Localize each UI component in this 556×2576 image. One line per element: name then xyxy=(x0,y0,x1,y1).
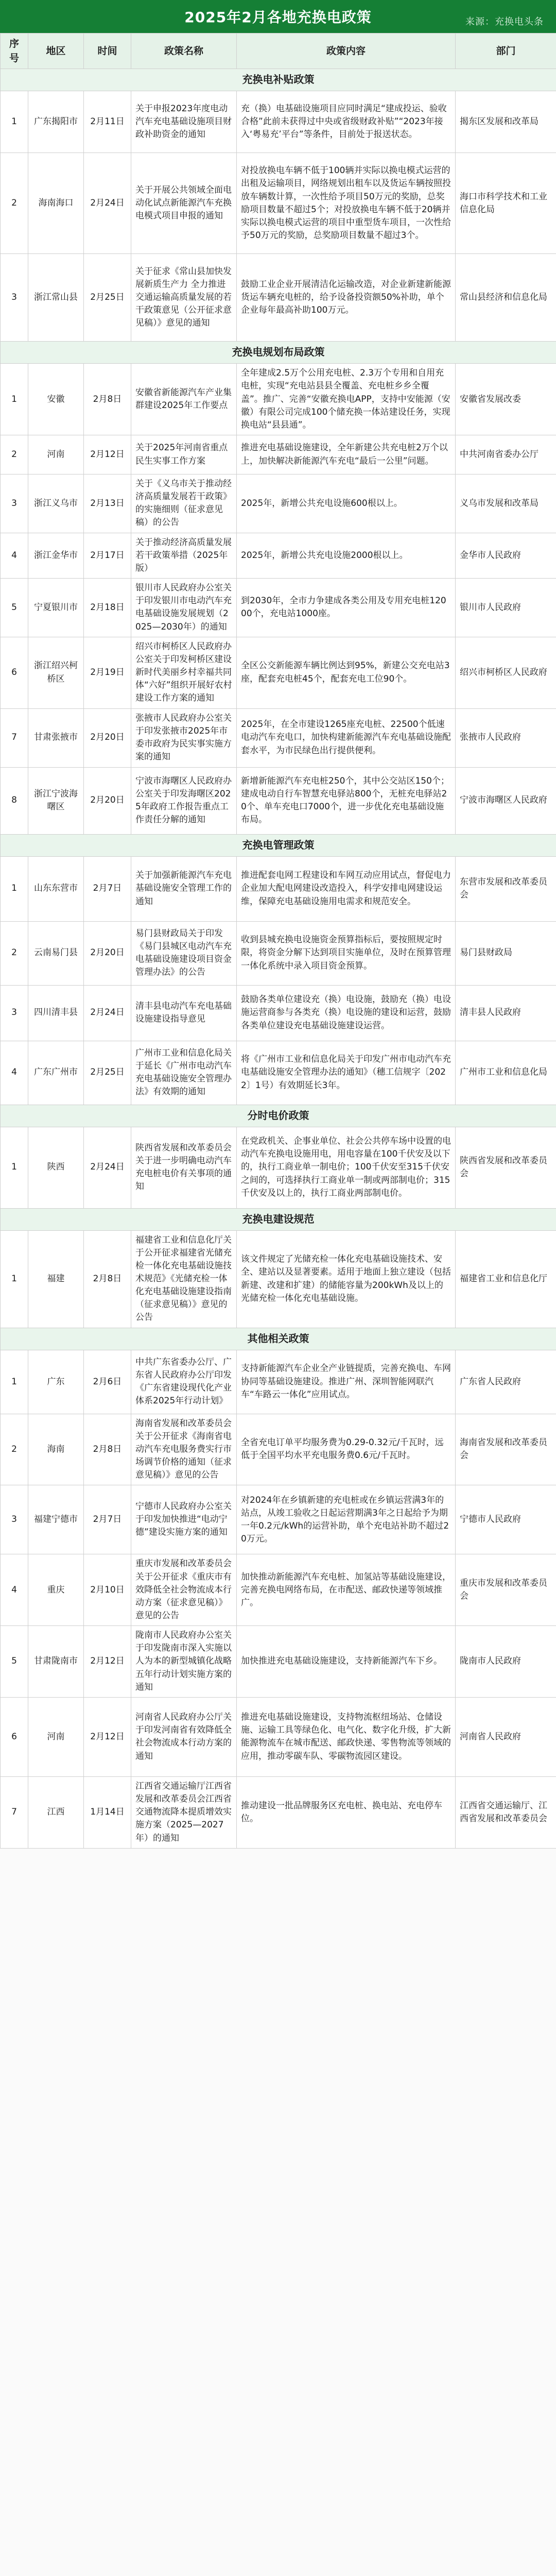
cell-date: 2月7日 xyxy=(84,856,131,921)
cell-department: 河南省人民政府 xyxy=(456,1697,556,1776)
cell-department: 陇南市人民政府 xyxy=(456,1626,556,1698)
column-header-department: 部门 xyxy=(456,33,556,69)
cell-policy-name: 关于《义乌市关于推动经济高质量发展若干政策》的实施细则（征求意见稿）的公告 xyxy=(131,474,237,533)
table-row xyxy=(1,1554,556,1626)
section-title: 充换电建设规范 xyxy=(1,1208,556,1230)
cell-department: 江西省交通运输厅、江西省发展和改革委员会 xyxy=(456,1776,556,1848)
cell-policy-content: 该文件规定了光储充检一体化充电基础设施技术、安全、建站以及显著要素。适用于地面上独立建设（包括新建、改建和扩建）的储能容量为200kWh及以上的光储充检一体化充电基础设施。 xyxy=(237,1230,456,1328)
cell-department: 中共河南省委办公厅 xyxy=(456,435,556,474)
cell-department: 安徽省发展改委 xyxy=(456,364,556,435)
table-header-row xyxy=(1,33,556,69)
cell-policy-name: 关于2025年河南省重点民生实事工作方案 xyxy=(131,435,237,474)
cell-policy-content: 推进充电基础设施建设，全年新建公共充电桩2万个以上，加快解决新能源汽车充电“最后一公里”问题。 xyxy=(237,435,456,474)
cell-department: 常山县经济和信息化局 xyxy=(456,254,556,342)
cell-department: 宁波市海曙区人民政府 xyxy=(456,767,556,834)
cell-policy-content: 收到县城充换电设施资金预算指标后，要按照规定时限，将资金分解下达到项目实施单位，及时在预算管理一体化系统中录入项目资金预算。 xyxy=(237,921,456,985)
cell-region: 福建 xyxy=(28,1230,84,1328)
cell-policy-name: 关于加强新能源汽车充电基础设施安全管理工作的通知 xyxy=(131,856,237,921)
cell-date: 2月18日 xyxy=(84,579,131,637)
cell-region: 山东东营市 xyxy=(28,856,84,921)
cell-policy-name: 银川市人民政府办公室关于印发银川市电动汽车充电基础设施发展规划（2025—2030年）的通知 xyxy=(131,579,237,637)
cell-policy-name: 海南省发展和改革委员会关于公开征求《海南省电动汽车充电服务费实行市场调节价格的通知（征求意见稿）》意见的公告 xyxy=(131,1414,237,1485)
cell-department: 绍兴市柯桥区人民政府 xyxy=(456,637,556,708)
cell-region: 甘肃张掖市 xyxy=(28,708,84,767)
section-title: 充换电管理政策 xyxy=(1,834,556,856)
cell-policy-content: 鼓励各类单位建设充（换）电设施，鼓励充（换）电设施运营商参与各类充（换）电设施的建设和运营，鼓励各类单位建设充电基础设施建设运营。 xyxy=(237,985,456,1041)
cell-region: 宁夏银川市 xyxy=(28,579,84,637)
cell-index: 3 xyxy=(1,1485,28,1554)
cell-department: 金华市人民政府 xyxy=(456,533,556,578)
cell-policy-content: 加快推进充电基础设施建设，支持新能源汽车下乡。 xyxy=(237,1626,456,1698)
cell-index: 1 xyxy=(1,1350,28,1414)
cell-policy-content: 鼓励工业企业开展清洁化运输改造，对企业新建新能源货运车辆充电桩的，给予设备投资额50%补助，单个企业每年最高补助100万元。 xyxy=(237,254,456,342)
cell-policy-content: 2025年，新增公共充电设施2000根以上。 xyxy=(237,533,456,578)
table-row xyxy=(1,1697,556,1776)
cell-department: 张掖市人民政府 xyxy=(456,708,556,767)
cell-policy-name: 易门县财政局关于印发《易门县城区电动汽车充电基础设施建设项目资金管理办法》的公告 xyxy=(131,921,237,985)
section-title: 分时电价政策 xyxy=(1,1105,556,1127)
table-row xyxy=(1,921,556,985)
cell-policy-name: 河南省人民政府办公厅关于印发河南省有效降低全社会物流成本行动方案的通知 xyxy=(131,1697,237,1776)
section-header-row xyxy=(1,1208,556,1230)
cell-policy-content: 对投放换电车辆不低于100辆并实际以换电模式运营的出租及运输项目，网络规划出租车以及货运车辆按照投放车辆数计算，一次性给予项目50万元的奖励，总奖励项目数量不超过5个；对投放换电车辆不低于20辆并实际以换电模式运营的项目中重型货车项目，一次性给予50万元的奖励，总奖励项目数量不超过3个。 xyxy=(237,153,456,254)
cell-policy-content: 到2030年，全市力争建成各类公用及专用充电桩12000个，充电站1000座。 xyxy=(237,579,456,637)
policy-table xyxy=(0,33,556,1849)
cell-date: 2月20日 xyxy=(84,708,131,767)
cell-date: 2月12日 xyxy=(84,1626,131,1698)
table-row xyxy=(1,533,556,578)
cell-index: 6 xyxy=(1,1697,28,1776)
cell-region: 海南海口 xyxy=(28,153,84,254)
cell-policy-name: 宁波市海曙区人民政府办公室关于印发海曙区2025年政府工作报告重点工作责任分解的通知 xyxy=(131,767,237,834)
cell-policy-content: 新增新能源汽车充电桩250个，其中公交站区150个；建成电动自行车智慧充电驿站800个，无桩充电驿站20个、单车充电口7000个，进一步优化充电基础设施布局。 xyxy=(237,767,456,834)
cell-department: 义乌市发展和改革局 xyxy=(456,474,556,533)
cell-region: 河南 xyxy=(28,1697,84,1776)
table-row xyxy=(1,579,556,637)
page-title: 2025年2月各地充换电政策 xyxy=(184,9,372,26)
cell-index: 5 xyxy=(1,579,28,637)
cell-index: 3 xyxy=(1,254,28,342)
table-row xyxy=(1,637,556,708)
cell-policy-name: 广州市工业和信息化局关于延长《广州市电动汽车充电基础设施安全管理办法》有效期的通知 xyxy=(131,1041,237,1105)
table-row xyxy=(1,1776,556,1848)
table-row xyxy=(1,153,556,254)
cell-date: 2月12日 xyxy=(84,435,131,474)
cell-region: 浙江金华市 xyxy=(28,533,84,578)
cell-index: 4 xyxy=(1,1041,28,1105)
cell-policy-name: 关于推动经济高质量发展若干政策举措（2025年版） xyxy=(131,533,237,578)
cell-policy-content: 对2024年在乡镇新建的充电桩或在乡镇运营满3年的站点，从竣工验收之日起运营期满3年之日起给予为期一年0.2元/kWh的运营补助，单个充电站补助不超过20万元。 xyxy=(237,1485,456,1554)
cell-region: 浙江宁波海曙区 xyxy=(28,767,84,834)
cell-region: 浙江绍兴柯桥区 xyxy=(28,637,84,708)
cell-policy-name: 关于开展公共领域全面电动化试点新能源汽车充换电模式项目申报的通知 xyxy=(131,153,237,254)
cell-region: 浙江常山县 xyxy=(28,254,84,342)
cell-policy-name: 中共广东省委办公厅、广东省人民政府办公厅印发《广东省建设现代化产业体系2025年行动计划》 xyxy=(131,1350,237,1414)
cell-policy-content: 2025年，在全市建设1265座充电桩、22500个低速电动汽车充电口，加快构建新能源汽车充电基础设施配套水平，为市民绿色出行提供便利。 xyxy=(237,708,456,767)
cell-index: 1 xyxy=(1,1230,28,1328)
cell-region: 江西 xyxy=(28,1776,84,1848)
section-header-row xyxy=(1,1105,556,1127)
cell-department: 银川市人民政府 xyxy=(456,579,556,637)
cell-index: 2 xyxy=(1,435,28,474)
cell-policy-content: 全区公交新能源车辆比例达到95%，新建公交充电站3座，配套充电桩45个，配套充电工位90个。 xyxy=(237,637,456,708)
table-row xyxy=(1,1626,556,1698)
cell-department: 广东省人民政府 xyxy=(456,1350,556,1414)
cell-index: 4 xyxy=(1,533,28,578)
table-row xyxy=(1,767,556,834)
cell-index: 6 xyxy=(1,637,28,708)
table-row xyxy=(1,474,556,533)
cell-date: 2月8日 xyxy=(84,1230,131,1328)
cell-policy-name: 陇南市人民政府办公室关于印发陇南市深入实施以人为本的新型城镇化战略五年行动计划实施方案的通知 xyxy=(131,1626,237,1698)
cell-department: 宁德市人民政府 xyxy=(456,1485,556,1554)
cell-policy-content: 2025年，新增公共充电设施600根以上。 xyxy=(237,474,456,533)
table-row xyxy=(1,254,556,342)
cell-region: 四川清丰县 xyxy=(28,985,84,1041)
cell-department: 清丰县人民政府 xyxy=(456,985,556,1041)
cell-department: 重庆市发展和改革委员会 xyxy=(456,1554,556,1626)
cell-index: 3 xyxy=(1,985,28,1041)
cell-policy-content: 全省充电订单平均服务费为0.29-0.32元/千瓦时，远低于全国平均水平充电服务费0.6元/千瓦时。 xyxy=(237,1414,456,1485)
cell-index: 7 xyxy=(1,1776,28,1848)
cell-index: 2 xyxy=(1,921,28,985)
cell-department: 海南省发展和改革委员会 xyxy=(456,1414,556,1485)
section-header-row xyxy=(1,1328,556,1350)
table-row xyxy=(1,1350,556,1414)
column-header-policy-content: 政策内容 xyxy=(237,33,456,69)
cell-index: 1 xyxy=(1,91,28,153)
table-row xyxy=(1,856,556,921)
cell-date: 2月24日 xyxy=(84,1127,131,1208)
cell-policy-content: 充（换）电基础设施项目应同时满足“建成投运、验收合格”此前未获得过中央或省级财政补贴”“2023年接入‘粤易充’平台”等条件，目前处于报送状态。 xyxy=(237,91,456,153)
cell-policy-content: 在党政机关、企事业单位、社会公共停车场中设置的电动汽车充换电设施用电，用电容量在100千伏安及以下的，执行工商业单一制电价；100千伏安至315千伏安之间的，可选择执行工商业单一制或两部制电价；315千伏安及以上的，执行工商业两部制电价。 xyxy=(237,1127,456,1208)
cell-policy-name: 重庆市发展和改革委员会关于公开征求《重庆市有效降低全社会物流成本行动方案（征求意见稿）》意见的公告 xyxy=(131,1554,237,1626)
cell-region: 福建宁德市 xyxy=(28,1485,84,1554)
table-row xyxy=(1,1414,556,1485)
cell-department: 揭东区发展和改革局 xyxy=(456,91,556,153)
cell-region: 甘肃陇南市 xyxy=(28,1626,84,1698)
column-header-region: 地区 xyxy=(28,33,84,69)
table-row xyxy=(1,708,556,767)
cell-region: 广东 xyxy=(28,1350,84,1414)
cell-index: 2 xyxy=(1,153,28,254)
cell-policy-content: 将《广州市工业和信息化局关于印发广州市电动汽车充电基础设施安全管理办法的通知》（穗工信规字〔2022〕1号）有效期延长3年。 xyxy=(237,1041,456,1105)
cell-index: 5 xyxy=(1,1626,28,1698)
cell-region: 海南 xyxy=(28,1414,84,1485)
cell-region: 广东广州市 xyxy=(28,1041,84,1105)
cell-date: 2月25日 xyxy=(84,254,131,342)
cell-department: 海口市科学技术和工业信息化局 xyxy=(456,153,556,254)
table-row xyxy=(1,364,556,435)
table-row xyxy=(1,435,556,474)
column-header-policy-name: 政策名称 xyxy=(131,33,237,69)
cell-date: 2月8日 xyxy=(84,364,131,435)
cell-region: 陕西 xyxy=(28,1127,84,1208)
section-header-row xyxy=(1,834,556,856)
cell-department: 福建省工业和信息化厅 xyxy=(456,1230,556,1328)
cell-region: 安徽 xyxy=(28,364,84,435)
column-header-date: 时间 xyxy=(84,33,131,69)
cell-policy-name: 宁德市人民政府办公室关于印发加快推进“电动宁德”建设实施方案的通知 xyxy=(131,1485,237,1554)
cell-department: 广州市工业和信息化局 xyxy=(456,1041,556,1105)
cell-index: 1 xyxy=(1,856,28,921)
cell-region: 广东揭阳市 xyxy=(28,91,84,153)
cell-index: 1 xyxy=(1,364,28,435)
cell-policy-name: 陕西省发展和改革委员会关于进一步明确电动汽车充电桩电价有关事项的通知 xyxy=(131,1127,237,1208)
cell-department: 易门县财政局 xyxy=(456,921,556,985)
cell-department: 陕西省发展和改革委员会 xyxy=(456,1127,556,1208)
cell-policy-content: 加快推动新能源汽车充电桩、加氢站等基础设施建设，完善充换电网络布局，在市配送、邮政快递等领域推广。 xyxy=(237,1554,456,1626)
page-bottom-spacer xyxy=(0,1849,556,1869)
cell-policy-name: 清丰县电动汽车充电基础设施建设指导意见 xyxy=(131,985,237,1041)
cell-index: 8 xyxy=(1,767,28,834)
cell-date: 2月20日 xyxy=(84,767,131,834)
table-row xyxy=(1,1041,556,1105)
cell-policy-content: 推进配套电网工程建设和车网互动应用试点，督促电力企业加大配电网建设改造投入，科学安排电网建设运维，保障充电基础设施用电需求和规范安全。 xyxy=(237,856,456,921)
cell-date: 1月14日 xyxy=(84,1776,131,1848)
cell-date: 2月25日 xyxy=(84,1041,131,1105)
cell-index: 2 xyxy=(1,1414,28,1485)
source-label: 来源：充换电头条 xyxy=(465,16,544,27)
section-title: 充换电补贴政策 xyxy=(1,69,556,91)
cell-date: 2月24日 xyxy=(84,985,131,1041)
cell-policy-name: 关于申报2023年度电动汽车充电基础设施项目财政补助资金的通知 xyxy=(131,91,237,153)
cell-policy-name: 安徽省新能源汽车产业集群建设2025年工作要点 xyxy=(131,364,237,435)
cell-policy-name: 张掖市人民政府办公室关于印发张掖市2025年市委市政府为民实事实施方案的通知 xyxy=(131,708,237,767)
cell-index: 7 xyxy=(1,708,28,767)
section-header-row xyxy=(1,342,556,364)
cell-date: 2月7日 xyxy=(84,1485,131,1554)
cell-policy-content: 推动建设一批品牌服务区充电桩、换电站、充电停车位。 xyxy=(237,1776,456,1848)
column-header-index: 序号 xyxy=(1,33,28,69)
section-title: 其他相关政策 xyxy=(1,1328,556,1350)
cell-policy-content: 支持新能源汽车企业全产业链提质，完善充换电、车网协同等基础设施建设。推进广州、深圳智能网联汽车“车路云一体化”应用试点。 xyxy=(237,1350,456,1414)
cell-policy-name: 绍兴市柯桥区人民政府办公室关于印发柯桥区建设新时代美丽乡村幸福共同体“六好”组织开展好农村建设工作方案的通知 xyxy=(131,637,237,708)
cell-date: 2月13日 xyxy=(84,474,131,533)
cell-region: 重庆 xyxy=(28,1554,84,1626)
table-row xyxy=(1,1485,556,1554)
cell-policy-content: 全年建成2.5万个公用充电桩、2.3万个专用和自用充电桩，实现“充电站县县全覆盖、充电桩乡乡全覆盖”。推广、完善“安徽充换电APP，支持中安能源（安徽）有限公司完成100个储充换一体站建设任务，实现换电站“县县通”。 xyxy=(237,364,456,435)
title-bar xyxy=(0,0,556,33)
cell-date: 2月12日 xyxy=(84,1697,131,1776)
table-row xyxy=(1,1127,556,1208)
cell-department: 东营市发展和改革委员会 xyxy=(456,856,556,921)
cell-date: 2月24日 xyxy=(84,153,131,254)
cell-region: 云南易门县 xyxy=(28,921,84,985)
cell-region: 浙江义乌市 xyxy=(28,474,84,533)
cell-date: 2月8日 xyxy=(84,1414,131,1485)
cell-region: 河南 xyxy=(28,435,84,474)
cell-index: 1 xyxy=(1,1127,28,1208)
cell-date: 2月17日 xyxy=(84,533,131,578)
cell-date: 2月20日 xyxy=(84,921,131,985)
cell-date: 2月6日 xyxy=(84,1350,131,1414)
table-row xyxy=(1,91,556,153)
cell-date: 2月10日 xyxy=(84,1554,131,1626)
section-title: 充换电规划布局政策 xyxy=(1,342,556,364)
cell-index: 4 xyxy=(1,1554,28,1626)
section-header-row xyxy=(1,69,556,91)
cell-date: 2月11日 xyxy=(84,91,131,153)
cell-policy-name: 福建省工业和信息化厅关于公开征求福建省光储充检一体化充电基础设施技术规范》《光储充检一体化充电基础设施建设指南（征求意见稿）》意见的公告 xyxy=(131,1230,237,1328)
cell-policy-content: 推进充电基础设施建设，支持物流枢纽场站、仓储设施、运输工具等绿色化、电气化、数字化升级，扩大新能源物流车在城市配送、邮政快递、零售物流等领域的应用，推动零碳车队、零碳物流园区建设。 xyxy=(237,1697,456,1776)
cell-index: 3 xyxy=(1,474,28,533)
cell-policy-name: 关于征求《常山县加快发展新质生产力 全力推进交通运输高质量发展的若干政策意见（公开征求意见稿）》意见的通知 xyxy=(131,254,237,342)
table-row xyxy=(1,985,556,1041)
table-row xyxy=(1,1230,556,1328)
table-body xyxy=(1,69,556,1849)
cell-policy-name: 江西省交通运输厅江西省发展和改革委员会江西省交通物流降本提质增效实施方案（2025—2027年）的通知 xyxy=(131,1776,237,1848)
cell-date: 2月19日 xyxy=(84,637,131,708)
